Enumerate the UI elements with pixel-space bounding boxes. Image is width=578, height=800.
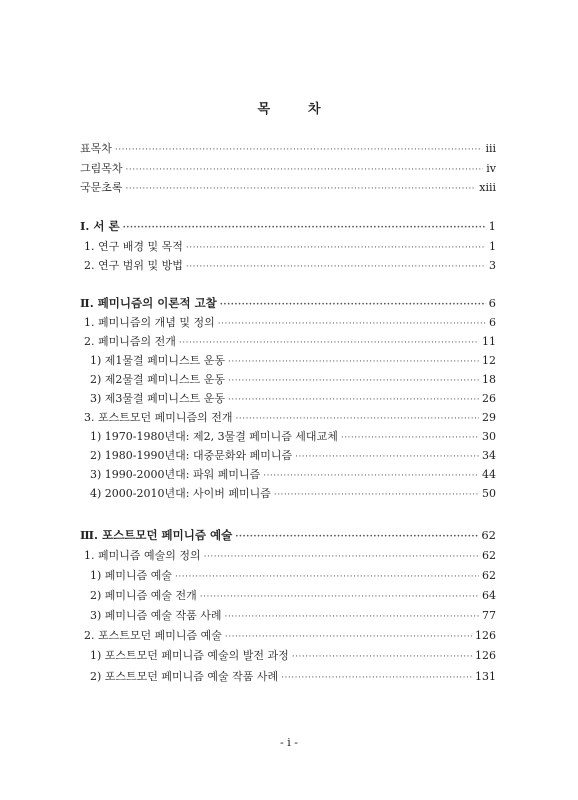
toc-label: 표목차 [80, 142, 112, 155]
toc-entry[interactable] [84, 314, 498, 332]
toc-label: 1. 연구 배경 및 목적 [84, 240, 183, 253]
toc-entry[interactable] [90, 587, 498, 605]
toc-label: 3. 포스트모던 페미니즘의 전개 [84, 411, 233, 424]
title-left: 목 [257, 102, 270, 117]
toc-label: 2) 포스트모던 페미니즘 예술 작품 사례 [90, 670, 279, 683]
dot-leader [220, 300, 486, 310]
toc-entry[interactable] [84, 257, 498, 275]
toc-entry[interactable] [90, 390, 498, 408]
toc-chapter[interactable] [80, 218, 498, 236]
dot-leader [281, 673, 472, 683]
title-right: 차 [308, 102, 321, 117]
toc-entry[interactable] [90, 428, 498, 446]
toc-entry[interactable] [90, 668, 498, 686]
toc-entry[interactable] [90, 466, 498, 484]
toc-label: Ⅱ. 페미니즘의 이론적 고찰 [80, 296, 217, 310]
toc-page: 62 [482, 569, 496, 582]
toc-entry[interactable] [90, 567, 498, 585]
toc-entry[interactable] [90, 607, 498, 625]
toc-label: 국문초록 [80, 181, 123, 194]
toc-label: 1) 제1물결 페미니스트 운동 [90, 354, 226, 367]
toc-page: 64 [482, 589, 496, 602]
dot-leader [175, 572, 479, 582]
dot-leader [228, 395, 479, 405]
toc-entry[interactable] [80, 179, 498, 197]
toc-entry[interactable] [90, 485, 498, 503]
toc-page: 62 [481, 528, 496, 542]
toc-page: 6 [488, 296, 496, 310]
toc-page: 1 [488, 219, 496, 233]
toc-page: xiii [479, 181, 496, 194]
toc-page: 18 [482, 373, 496, 386]
toc-chapter[interactable] [80, 527, 498, 545]
dot-leader [179, 338, 479, 348]
page-title [0, 98, 578, 117]
dot-leader [186, 262, 486, 272]
toc-label: 1) 1970-1980년대: 제2, 3물결 페미니즘 세대교체 [90, 430, 338, 443]
toc-chapter[interactable] [80, 295, 498, 313]
dot-leader [235, 532, 478, 542]
dot-leader [228, 357, 479, 367]
toc-label: 2. 포스트모던 페미니즘 예술 [84, 629, 222, 642]
toc-entry[interactable] [90, 371, 498, 389]
toc-page: iii [485, 142, 496, 155]
dot-leader [225, 632, 472, 642]
toc-page: 62 [482, 549, 496, 562]
toc-entry[interactable] [84, 547, 498, 565]
dot-leader [204, 552, 479, 562]
toc-label: 2. 연구 범위 및 방법 [84, 259, 183, 272]
toc-page: 29 [482, 411, 496, 424]
toc-label: 1) 페미니즘 예술 [90, 569, 173, 582]
dot-leader [236, 414, 480, 424]
toc-label: 2) 1980-1990년대: 대중문화와 페미니즘 [90, 449, 293, 462]
toc-entry[interactable] [84, 238, 498, 256]
toc-label: 1) 포스트모던 페미니즘 예술의 발전 과정 [90, 649, 289, 662]
toc-entry[interactable] [80, 160, 498, 178]
toc-page: 26 [482, 392, 496, 405]
toc-entry[interactable] [84, 409, 498, 427]
dot-leader [126, 165, 484, 175]
dot-leader [225, 612, 479, 622]
toc-label: 2. 페미니즘의 전개 [84, 335, 176, 348]
dot-leader [200, 592, 479, 602]
toc-page: 77 [482, 609, 496, 622]
dot-leader [126, 184, 477, 194]
toc-page: 1 [489, 240, 496, 253]
toc-entry[interactable] [90, 447, 498, 465]
toc-page: 30 [482, 430, 496, 443]
toc-label: 1. 페미니즘 예술의 정의 [84, 549, 201, 562]
toc-label: 2) 페미니즘 예술 전개 [90, 589, 197, 602]
toc-page: 12 [482, 354, 496, 367]
dot-leader [123, 223, 486, 233]
toc-page: 131 [475, 670, 496, 683]
toc-page: 6 [489, 316, 496, 329]
toc-page: 126 [475, 649, 496, 662]
toc-label: Ⅲ. 포스트모던 페미니즘 예술 [80, 528, 233, 542]
toc-page: 3 [489, 259, 496, 272]
dot-leader [292, 652, 472, 662]
toc-page: 50 [482, 487, 496, 500]
toc-page: iv [486, 162, 496, 175]
dot-leader [341, 433, 479, 443]
toc-entry[interactable] [84, 627, 498, 645]
toc-page: 126 [475, 629, 496, 642]
toc-label: 그림목차 [80, 162, 123, 175]
toc-entry[interactable] [80, 140, 498, 158]
dot-leader [228, 376, 479, 386]
toc-label: 3) 제3물결 페미니스트 운동 [90, 392, 226, 405]
toc-label: 3) 1990-2000년대: 파워 페미니즘 [90, 468, 261, 481]
toc-entry[interactable] [90, 647, 498, 665]
dot-leader [263, 471, 479, 481]
toc-entry[interactable] [84, 333, 498, 351]
page-number: - i - [280, 736, 298, 749]
dot-leader [274, 490, 479, 500]
toc-page: 44 [482, 468, 496, 481]
toc-label: 2) 제2물결 페미니스트 운동 [90, 373, 226, 386]
toc-label: 3) 페미니즘 예술 작품 사례 [90, 609, 222, 622]
dot-leader [218, 319, 486, 329]
toc-label: Ⅰ. 서 론 [80, 219, 120, 233]
dot-leader [115, 145, 483, 155]
dot-leader [295, 452, 479, 462]
dot-leader [186, 243, 486, 253]
toc-label: 1. 페미니즘의 개념 및 정의 [84, 316, 215, 329]
toc-page: 11 [482, 335, 496, 348]
toc-label: 4) 2000-2010년대: 사이버 페미니즘 [90, 487, 271, 500]
toc-page: 34 [482, 449, 496, 462]
toc-entry[interactable] [90, 352, 498, 370]
